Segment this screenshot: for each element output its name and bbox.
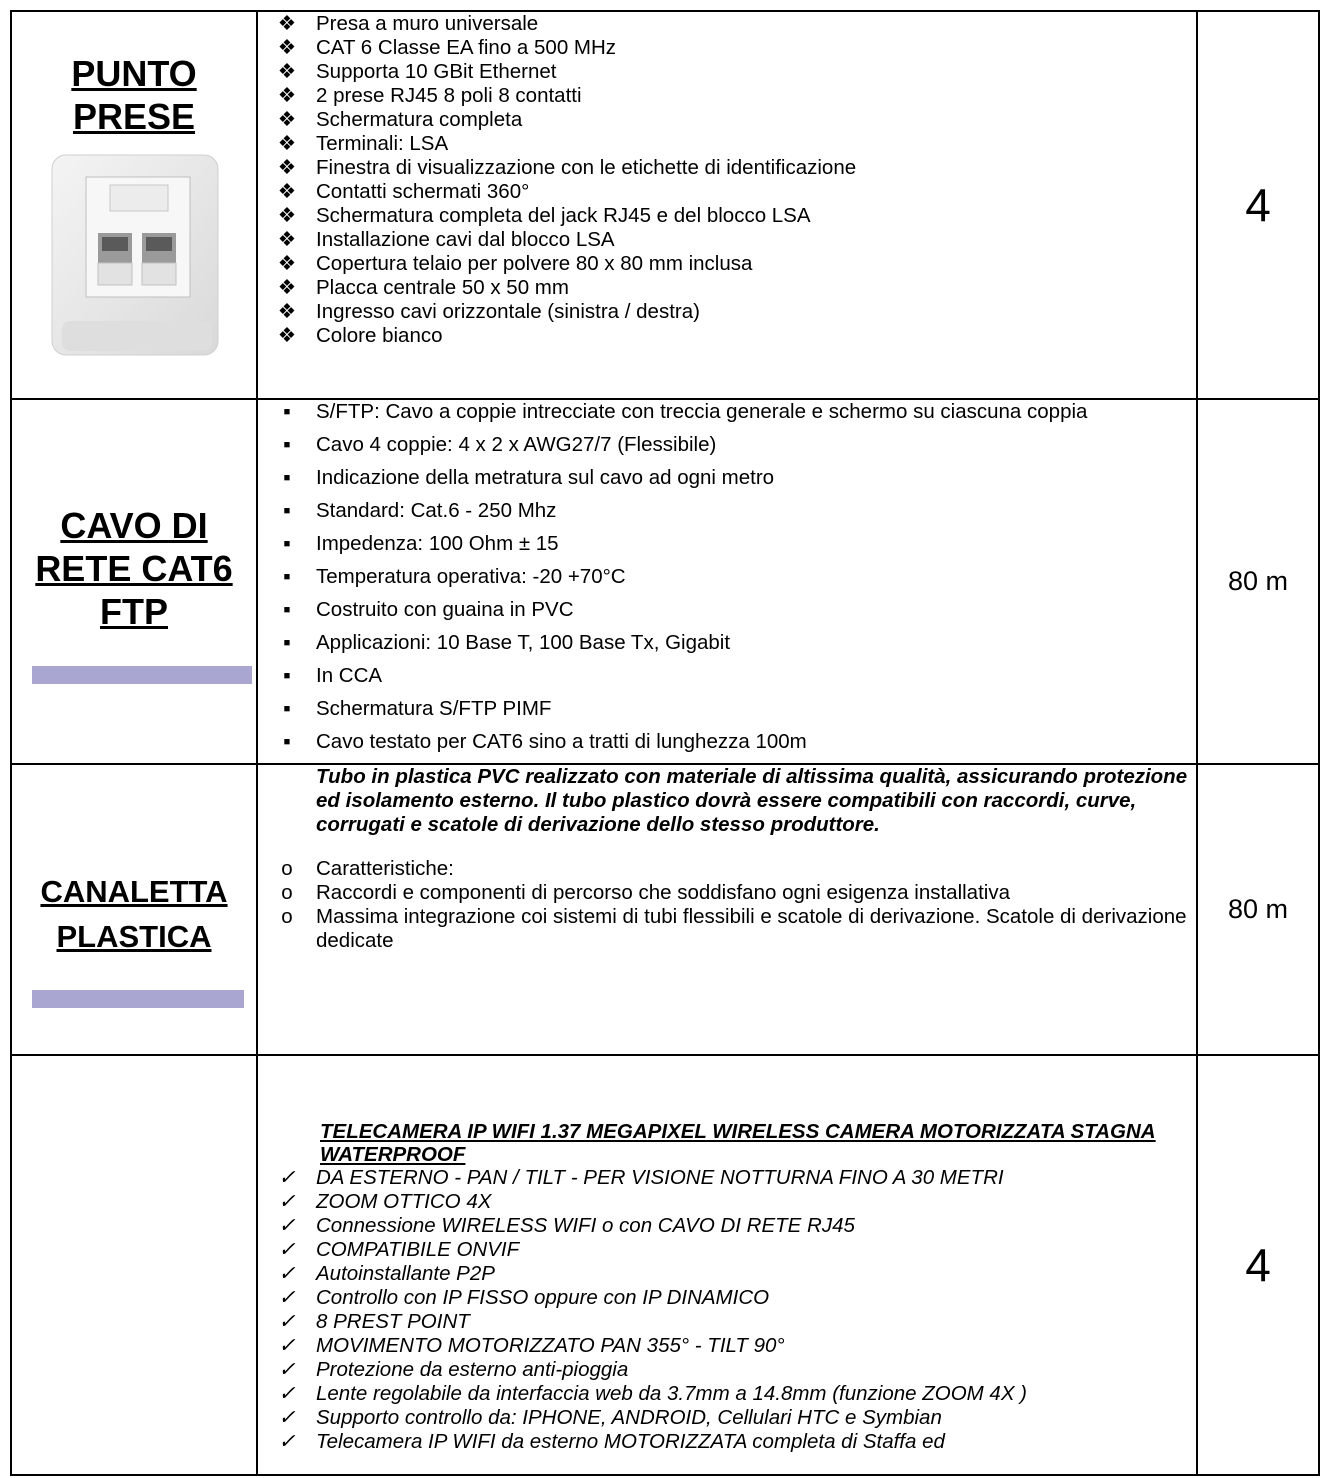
list-item [272,300,1196,324]
check-bullet-icon: ✓ [278,1166,296,1189]
table-row [11,764,1319,1055]
list-item-text: Temperatura operativa: -20 +70°C [316,565,626,588]
list-item [272,324,1196,348]
list-item-text: 8 PREST POINT [316,1310,470,1333]
diamond-bullet-icon: ❖ [277,84,297,107]
list-item [272,132,1196,156]
list-item-text: 2 prese RJ45 8 poli 8 contatti [316,84,582,107]
list-item-text: Caratteristiche: [316,857,454,880]
list-item [272,565,1196,589]
image-placeholder-bar [32,666,252,684]
diamond-bullet-icon: ❖ [277,108,297,131]
list-item-text: COMPATIBILE ONVIF [316,1238,520,1261]
list-item-text: Supporta 10 GBit Ethernet [316,60,557,83]
diamond-bullet-icon: ❖ [277,180,297,203]
list-item [272,1358,1196,1382]
list-item [272,857,1196,881]
square-bullet-icon: ■ [283,505,291,517]
square-bullet-icon: ■ [283,538,291,550]
item-title-line: RETE CAT6 [35,548,233,589]
list-item-text: Indicazione della metratura sul cavo ad ogni metro [316,466,775,489]
table-row [11,1055,1319,1475]
list-item-text: Schermatura completa [316,108,523,131]
list-item [272,532,1196,556]
list-item [272,466,1196,490]
check-bullet-icon: ✓ [278,1406,296,1429]
list-item-text: In CCA [316,664,383,687]
list-item [272,730,1196,754]
list-item [272,631,1196,655]
diamond-bullet-icon: ❖ [277,228,297,251]
item-name-cell [11,1055,257,1475]
list-item-text: Presa a muro universale [316,12,539,35]
quantity-cell: 4 [1197,1055,1319,1475]
list-item-text: Installazione cavi dal blocco LSA [316,228,615,251]
list-item [272,1310,1196,1334]
diamond-bullet-icon: ❖ [277,12,297,35]
check-bullet-icon: ✓ [278,1334,296,1357]
list-item-text: Controllo con IP FISSO oppure con IP DINAMICO [316,1286,770,1309]
list-item-text: Schermatura S/FTP PIMF [316,697,552,720]
list-item [272,36,1196,60]
diamond-bullet-icon: ❖ [277,300,297,323]
list-item [272,1166,1196,1190]
item-title-line: FTP [100,591,168,632]
check-bullet-icon: ✓ [278,1382,296,1405]
feature-list [272,12,1196,348]
list-item-text: Contatti schermati 360° [316,180,530,203]
list-item-text: Cavo testato per CAT6 sino a tratti di lunghezza 100m [316,730,807,753]
list-item-text: Protezione da esterno anti-pioggia [316,1358,629,1381]
product-heading: TELECAMERA IP WIFI 1.37 MEGAPIXEL WIRELESS CAMERA MOTORIZZATA STAGNA WATERPROOF [320,1120,1156,1166]
square-bullet-icon: ■ [283,670,291,682]
list-item-text: Terminali: LSA [316,132,449,155]
item-title-line: PUNTO [71,53,197,94]
list-item-text: Autoinstallante P2P [316,1262,495,1285]
diamond-bullet-icon: ❖ [277,36,297,59]
list-item [272,400,1196,424]
list-item [272,180,1196,204]
image-placeholder-bar [32,990,244,1008]
feature-list [272,400,1196,754]
list-item-text: Placca centrale 50 x 50 mm [316,276,569,299]
check-bullet-icon: ✓ [278,1358,296,1381]
list-item [272,108,1196,132]
check-bullet-icon: ✓ [278,1214,296,1237]
list-item-text: Raccordi e componenti di percorso che soddisfano ogni esigenza installativa [316,881,1010,904]
list-item [272,1262,1196,1286]
list-item-text: Cavo 4 coppie: 4 x 2 x AWG27/7 (Flessibile) [316,433,717,456]
item-title-line: CAVO DI [60,505,208,546]
list-item [272,598,1196,622]
square-bullet-icon: ■ [283,736,291,748]
list-item [272,905,1196,953]
circle-bullet-icon: o [281,905,293,928]
square-bullet-icon: ■ [283,571,291,583]
item-title-line: CANALETTA [40,874,228,909]
diamond-bullet-icon: ❖ [277,324,297,347]
list-item-text: Impedenza: 100 Ohm ± 15 [316,532,559,555]
square-bullet-icon: ■ [283,439,291,451]
list-item [272,1190,1196,1214]
square-bullet-icon: ■ [283,406,291,418]
list-item [272,499,1196,523]
list-item-text: Copertura telaio per polvere 80 x 80 mm inclusa [316,252,753,275]
list-item-text: Ingresso cavi orizzontale (sinistra / destra) [316,300,700,323]
item-title-line: PLASTICA [56,919,212,954]
list-item [272,276,1196,300]
intro-text: Tubo in plastica PVC realizzato con materiale di altissima qualità, assicurando protezione ed isolamento esterno. Il tubo plastico dovrà essere compatibili con raccordi, curve, corrugati e scatole di derivazione dello stesso produttore. [316,765,1188,836]
list-item [272,1214,1196,1238]
table-row [11,11,1319,399]
list-item [272,1334,1196,1358]
list-item [272,881,1196,905]
item-name-cell [11,399,257,764]
list-item [272,84,1196,108]
feature-list [272,857,1196,953]
diamond-bullet-icon: ❖ [277,156,297,179]
list-item-text: ZOOM OTTICO 4X [316,1190,492,1213]
check-bullet-icon: ✓ [278,1430,296,1453]
list-item [272,1286,1196,1310]
diamond-bullet-icon: ❖ [277,204,297,227]
diamond-bullet-icon: ❖ [277,276,297,299]
list-item-text: CAT 6 Classe EA fino a 500 MHz [316,36,617,59]
quantity-cell: 80 m [1197,764,1319,1055]
list-item [272,228,1196,252]
item-description-cell [257,764,1197,1055]
list-item-text: Connessione WIRELESS WIFI o con CAVO DI RETE RJ45 [316,1214,855,1237]
item-title-line: PRESE [72,96,196,137]
quantity-cell: 4 [1197,11,1319,399]
check-bullet-icon: ✓ [278,1310,296,1333]
list-item-text: Massima integrazione coi sistemi di tubi flessibili e scatole di derivazione. Scatole di derivazione dedicate [316,905,1187,952]
check-bullet-icon: ✓ [278,1286,296,1309]
list-item-text: Costruito con guaina in PVC [316,598,574,621]
list-item [272,1382,1196,1406]
check-bullet-icon: ✓ [278,1262,296,1285]
circle-bullet-icon: o [281,881,293,904]
list-item-text: DA ESTERNO - PAN / TILT - PER VISIONE NOTTURNA FINO A 30 METRI [316,1166,1004,1189]
list-item-text: Telecamera IP WIFI da esterno MOTORIZZATA completa di Staffa ed [316,1430,945,1453]
item-name-cell [11,11,257,399]
list-item [272,697,1196,721]
list-item-text: MOVIMENTO MOTORIZZATO PAN 355° - TILT 90° [316,1334,785,1357]
list-item-text: Finestra di visualizzazione con le etichette di identificazione [316,156,857,179]
diamond-bullet-icon: ❖ [277,132,297,155]
list-item [272,1406,1196,1430]
list-item-text: Colore bianco [316,324,443,347]
square-bullet-icon: ■ [283,703,291,715]
spec-table [10,10,1320,1476]
diamond-bullet-icon: ❖ [277,60,297,83]
item-name-cell [11,764,257,1055]
list-item-text: S/FTP: Cavo a coppie intrecciate con treccia generale e schermo su ciascuna coppia [316,400,1088,423]
list-item [272,60,1196,84]
item-description-cell [257,1055,1197,1475]
circle-bullet-icon: o [281,857,293,880]
feature-list [272,1166,1196,1454]
list-item [272,204,1196,228]
square-bullet-icon: ■ [283,604,291,616]
list-item [272,252,1196,276]
item-description-cell [257,399,1197,764]
list-item-text: Lente regolabile da interfaccia web da 3.7mm a 14.8mm (funzione ZOOM 4X ) [316,1382,1028,1405]
table-row [11,399,1319,764]
wall-socket-image [48,151,226,361]
list-item [272,12,1196,36]
check-bullet-icon: ✓ [278,1190,296,1213]
list-item [272,1238,1196,1262]
check-bullet-icon: ✓ [278,1238,296,1261]
list-item-text: Supporto controllo da: IPHONE, ANDROID, Cellulari HTC e Symbian [316,1406,942,1429]
list-item [272,433,1196,457]
square-bullet-icon: ■ [283,472,291,484]
square-bullet-icon: ■ [283,637,291,649]
list-item [272,156,1196,180]
list-item-text: Schermatura completa del jack RJ45 e del blocco LSA [316,204,811,227]
list-item [272,1430,1196,1454]
list-item-text: Standard: Cat.6 - 250 Mhz [316,499,557,522]
list-item [272,664,1196,688]
quantity-cell: 80 m [1197,399,1319,764]
list-item-text: Applicazioni: 10 Base T, 100 Base Tx, Gigabit [316,631,731,654]
item-description-cell [257,11,1197,399]
diamond-bullet-icon: ❖ [277,252,297,275]
